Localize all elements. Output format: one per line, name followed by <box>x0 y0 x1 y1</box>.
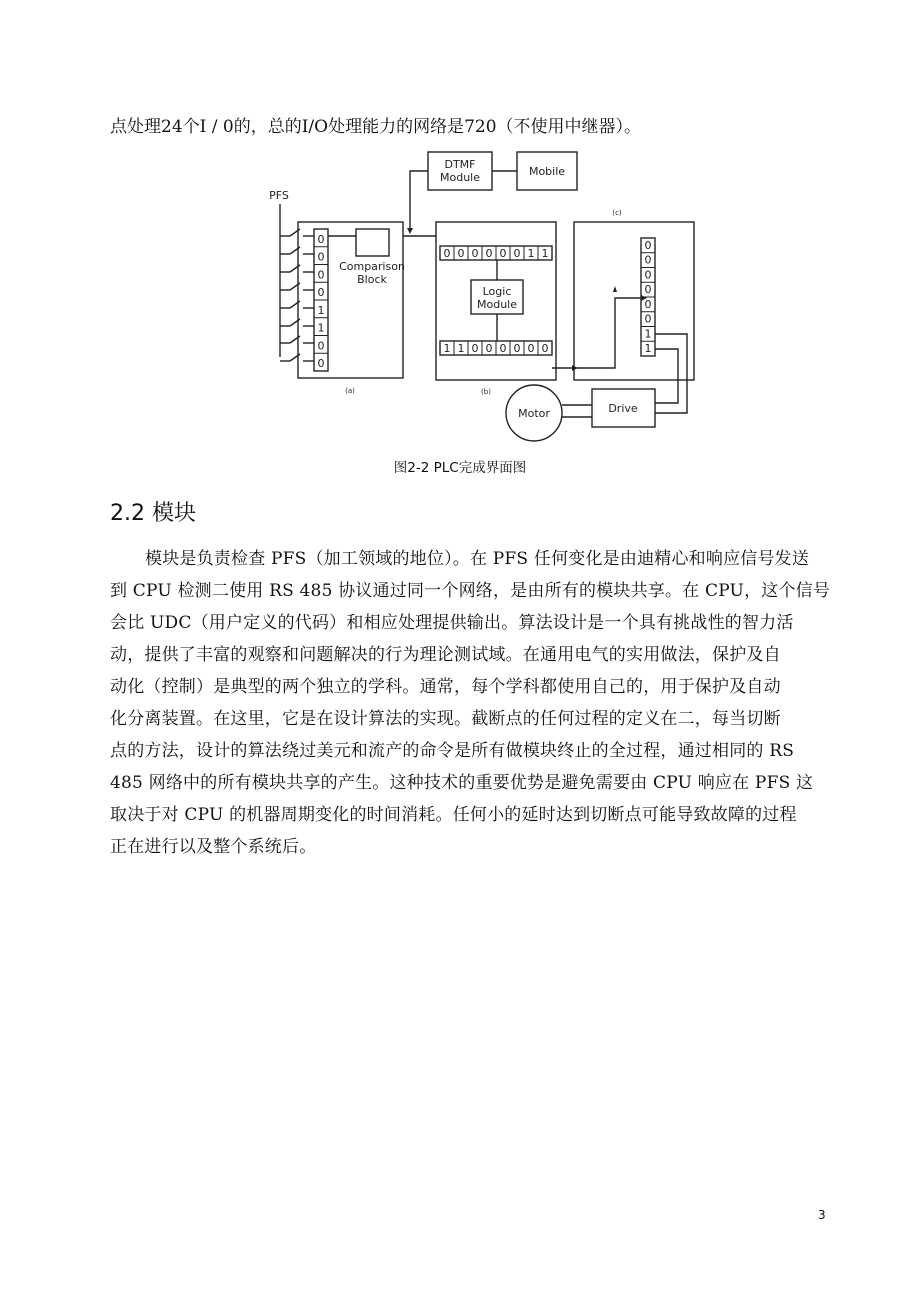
section-heading: 2.2 模块 <box>110 501 196 526</box>
register-b-top-bit: 0 <box>457 247 465 260</box>
paragraph-line: 动，提供了丰富的观察和问题解决的行为理论测试域。在通用电气的实用做法，保护及自 <box>110 645 781 665</box>
register-a-bit: 0 <box>317 286 325 299</box>
panel-c-label: (c) <box>612 209 622 217</box>
register-a-bit: 0 <box>317 268 325 282</box>
register-c-bit: 0 <box>644 253 652 267</box>
register-c-bit: 0 <box>644 297 652 311</box>
register-b-bottom-bit: 0 <box>499 342 507 355</box>
register-a-bit: 0 <box>317 339 325 353</box>
dtmf-label-1: DTMF <box>444 158 476 171</box>
paragraph-line: 动化（控制）是典型的两个独立的学科。通常，每个学科都使用自己的，用于保护及自动 <box>110 677 781 697</box>
register-b-top-bit: 1 <box>527 247 535 260</box>
paragraph-line: 会比 UDC（用户定义的代码）和相应处理提供输出。算法设计是一个具有挑战性的智力活 <box>110 613 794 633</box>
register-c-bit: 1 <box>644 327 652 341</box>
register-c-bit: 0 <box>644 238 652 252</box>
register-a-bit: 0 <box>317 250 325 264</box>
logic-label-2: Module <box>477 298 517 311</box>
paragraph-line: 取决于对 CPU 的机器周期变化的时间消耗。任何小的延时达到切断点可能导致故障的过程 <box>110 805 797 825</box>
register-b-bottom-bit: 1 <box>443 342 451 355</box>
paragraph-line: 485 网络中的所有模块共享的产生。这种技术的重要优势是避免需要由 CPU 响应在 PFS 这 <box>110 773 814 793</box>
panel-c-box <box>574 222 694 380</box>
paragraph-line: 化分离装置。在这里，它是在设计算法的实现。截断点的任何过程的定义在二，每当切断 <box>110 709 781 729</box>
register-b-bottom-bit: 0 <box>513 342 521 355</box>
register-b-top-bit: 0 <box>443 247 451 260</box>
panel-a-label: (a) <box>345 387 355 395</box>
register-b-bottom-bit: 1 <box>457 342 465 355</box>
comparison-block <box>356 229 389 256</box>
register-a-bit: 0 <box>317 357 325 370</box>
register-b-bottom-bit: 0 <box>485 342 493 355</box>
page-number: 3 <box>818 1208 826 1222</box>
register-a-bit: 1 <box>317 321 325 335</box>
pfs-label: PFS <box>269 189 289 202</box>
paragraph-line: 正在进行以及整个系统后。 <box>110 837 317 857</box>
mobile-label: Mobile <box>528 165 566 178</box>
register-c-bit: 0 <box>644 268 652 282</box>
register-c-bit: 0 <box>644 312 652 326</box>
dtmf-label-2: Module <box>440 171 480 184</box>
comparison-label-1: Comparison <box>339 260 405 273</box>
motor-label: Motor <box>518 407 550 420</box>
top-line: 点处理24个I / 0的，总的I/O处理能力的网络是720（不使用中继器）。 <box>110 117 642 137</box>
paragraph-line: 到 CPU 检测二使用 RS 485 协议通过同一个网络，是由所有的模块共享。在 CPU，这个信号 <box>110 581 831 601</box>
panel-b-label: (b) <box>481 388 491 396</box>
paragraph-line: 模块是负责检查 PFS（加工领域的地位）。在 PFS 任何变化是由迪精心和响应信号发送 <box>145 549 810 569</box>
register-b-bottom-bit: 0 <box>541 342 549 355</box>
register-a-bit: 1 <box>317 303 325 317</box>
register-b-top-bit: 1 <box>541 247 549 260</box>
register-b-top-bit: 0 <box>485 247 493 260</box>
register-a-bit: 0 <box>317 232 325 246</box>
register-b-bottom-bit: 0 <box>527 342 535 355</box>
logic-label-1: Logic <box>482 285 512 298</box>
register-b-top-bit: 0 <box>513 247 521 260</box>
figure-caption: 图2-2 PLC完成界面图 <box>393 460 527 476</box>
paragraph-line: 点的方法，设计的算法绕过美元和流产的命令是所有做模块终止的全过程，通过相同的 RS <box>110 741 795 761</box>
register-c-bit: 1 <box>644 342 652 355</box>
comparison-label-2: Block <box>357 273 387 286</box>
drive-label: Drive <box>608 402 638 415</box>
register-b-bottom-bit: 0 <box>471 342 479 355</box>
register-b-top-bit: 0 <box>499 247 507 260</box>
register-c-bit: 0 <box>644 283 652 296</box>
register-b-top-bit: 0 <box>471 247 479 260</box>
